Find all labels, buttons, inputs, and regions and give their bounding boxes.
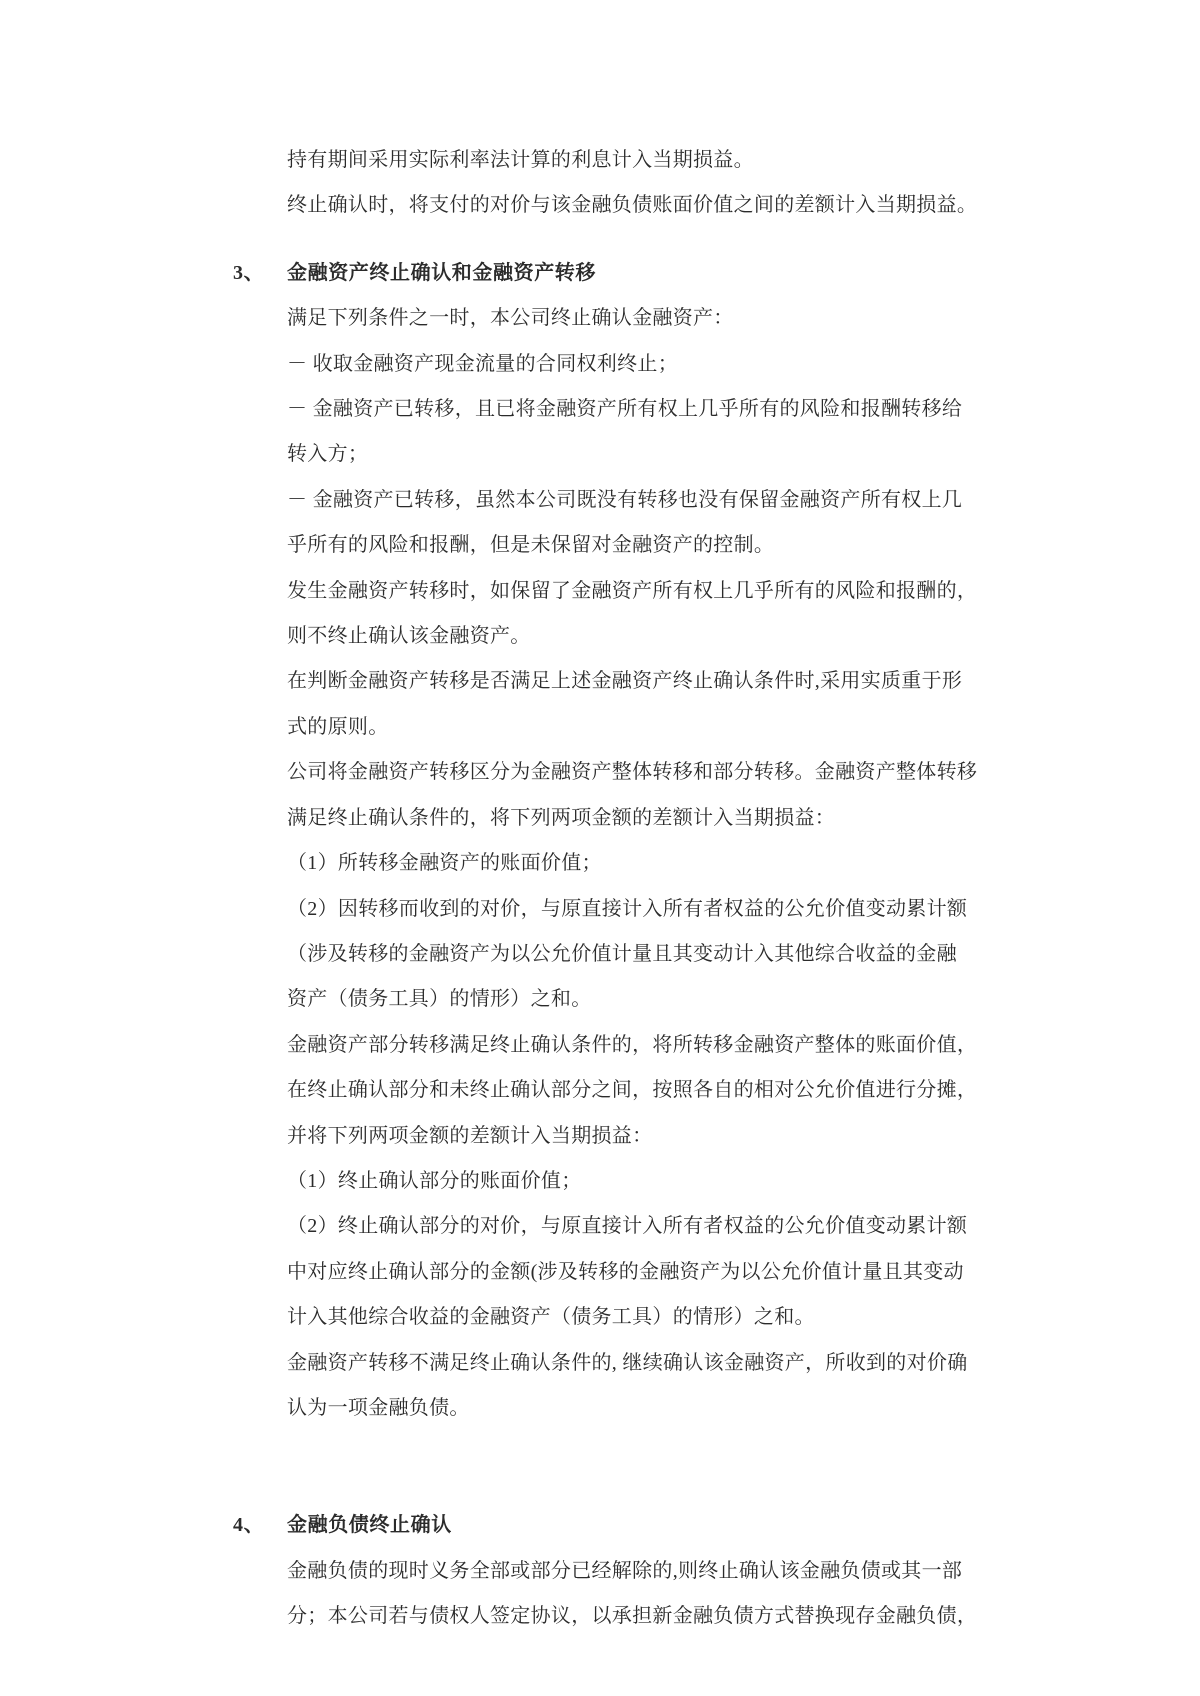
text-line: － 收取金融资产现金流量的合同权利终止； bbox=[287, 352, 678, 375]
text-line: 公司将金融资产转移区分为金融资产整体转移和部分转移。金融资产整体转移 bbox=[287, 761, 978, 784]
text-line: 持有期间采用实际利率法计算的利息计入当期损益。 bbox=[287, 149, 754, 171]
section-financial-asset-derecognition bbox=[233, 251, 987, 1432]
text-line: （1）所转移金融资产的账面价值； bbox=[287, 852, 602, 875]
text-line: （涉及转移的金融资产为以公允价值计量且其变动计入其他综合收益的金融 bbox=[287, 942, 957, 965]
text-line: 金融资产部分转移满足终止确认条件的，将所转移金融资产整体的账面价值， bbox=[287, 1033, 978, 1056]
text-line: 在终止确认部分和未终止确认部分之间，按照各自的相对公允价值进行分摊， bbox=[287, 1079, 978, 1102]
text-line: （2）终止确认部分的对价，与原直接计入所有者权益的公允价值变动累计额 bbox=[287, 1215, 968, 1238]
text-line: 在判断金融资产转移是否满足上述金融资产终止确认条件时,采用实质重于形 bbox=[287, 670, 963, 693]
text-line: 资产（债务工具）的情形）之和。 bbox=[287, 988, 592, 1011]
text-line: － 金融资产已转移，且已将金融资产所有权上几乎所有的风险和报酬转移给 bbox=[287, 398, 963, 421]
text-line: 发生金融资产转移时，如保留了金融资产所有权上几乎所有的风险和报酬的， bbox=[287, 579, 978, 602]
text-line: 式的原则。 bbox=[287, 715, 389, 738]
text-line: 金融资产转移不满足终止确认条件的, 继续确认该金融资产，所收到的对价确 bbox=[287, 1351, 968, 1374]
text-line: （2）因转移而收到的对价，与原直接计入所有者权益的公允价值变动累计额 bbox=[287, 897, 968, 920]
text-line: （1）终止确认部分的账面价值； bbox=[287, 1169, 582, 1192]
text-line: 则不终止确认该金融资产。 bbox=[287, 625, 531, 648]
section-financial-liability-derecognition bbox=[233, 1503, 987, 1639]
section-body bbox=[287, 1549, 987, 1640]
section-title: 金融负债终止确认 bbox=[287, 1514, 452, 1537]
text-line: 乎所有的风险和报酬，但是未保留对金融资产的控制。 bbox=[287, 534, 775, 557]
text-line: 金融负债的现时义务全部或部分已经解除的,则终止确认该金融负债或其一部 bbox=[287, 1559, 963, 1582]
section-body bbox=[287, 296, 987, 1431]
section-number: 3、 bbox=[233, 261, 265, 284]
text-line: 认为一项金融负债。 bbox=[287, 1396, 470, 1419]
text-line: 满足下列条件之一时，本公司终止确认金融资产： bbox=[287, 307, 734, 330]
text-line: 转入方； bbox=[287, 443, 369, 466]
text-line: 满足终止确认条件的，将下列两项金额的差额计入当期损益： bbox=[287, 806, 836, 829]
text-line: 中对应终止确认部分的金额(涉及转移的金融资产为以公允价值计量且其变动 bbox=[287, 1260, 964, 1283]
text-line: － 金融资产已转移，虽然本公司既没有转移也没有保留金融资产所有权上几 bbox=[287, 488, 963, 511]
section-heading bbox=[233, 1503, 987, 1548]
text-line: 分；本公司若与债权人签定协议，以承担新金融负债方式替换现存金融负债， bbox=[287, 1605, 978, 1628]
text-line: 计入其他综合收益的金融资产（债务工具）的情形）之和。 bbox=[287, 1306, 815, 1329]
text-line: 终止确认时，将支付的对价与该金融负债账面价值之间的差额计入当期损益。 bbox=[287, 194, 978, 217]
document-content bbox=[233, 138, 987, 1640]
section-heading bbox=[233, 251, 987, 296]
section-number: 4、 bbox=[233, 1514, 265, 1537]
text-line: 并将下列两项金额的差额计入当期损益： bbox=[287, 1124, 653, 1147]
section-title: 金融资产终止确认和金融资产转移 bbox=[287, 261, 596, 284]
intro-paragraph bbox=[287, 138, 987, 229]
